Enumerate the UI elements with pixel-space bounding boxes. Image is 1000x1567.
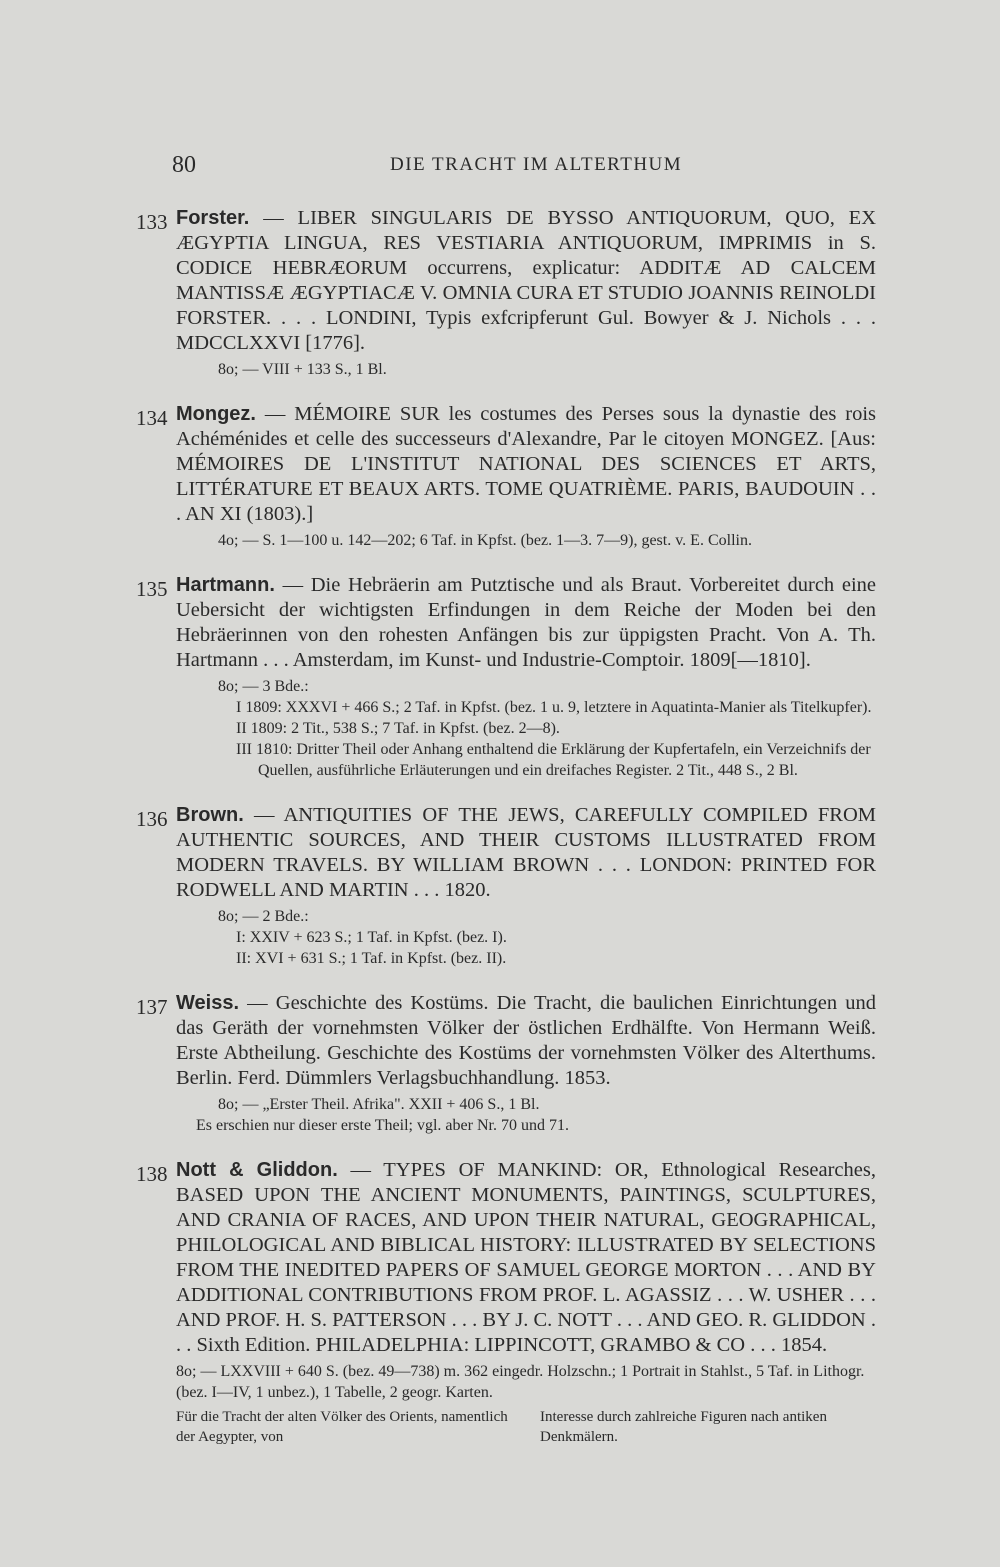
author-name: Nott & Gliddon. [176, 1159, 338, 1181]
entry-notes [176, 359, 876, 380]
entry-citation [176, 573, 876, 673]
author-name: Hartmann. [176, 574, 275, 596]
citation-text: — MÉMOIRE SUR les costumes des Perses sous la dynastie des rois Achéménides et celle des successeurs d'Alexandre, Par le citoyen MONGEZ. [Aus: MÉMOIRES DE L'INSTITUT NATIONAL DES SCIENCES ET ARTS, LITTÉRATURE ET BEAUX ARTS. TOME QUATRIÈME. PARIS, BAUDOUIN . . . AN XI (1803).] [176, 403, 877, 525]
collation: 8o; — „Erster Theil. Afrika". XXII + 406 S., 1 Bl. [218, 1096, 540, 1113]
entry-137 [136, 991, 876, 1136]
entry-number: 136 [136, 807, 168, 831]
remark-right: Interesse durch zahlreiche Figuren nach antiken Denkmälern. [540, 1409, 827, 1445]
collation: 4o; — S. 1—100 u. 142—202; 6 Taf. in Kpfst. (bez. 1—3. 7—9), gest. v. E. Collin. [218, 532, 752, 549]
page-header [172, 152, 872, 184]
collation: 8o; — LXXVIII + 640 S. (bez. 49—738) m. 362 eingedr. Holzschn.; 1 Portrait in Stahlst., 5 Taf. in Lithogr. (bez. I—IV, 1 unbez.), 1 Tabelle, 2 geogr. Karten. [176, 1363, 865, 1401]
citation-text: — LIBER SINGULARIS DE BYSSO ANTIQUORUM, QUO, EX ÆGYPTIA LINGUA, RES VESTIARIA ANTIQUORUM, IMPRIMIS in S. CODICE HEBRÆORUM occurrens, explicatur: ADDITÆ AD CALCEM MANTISSÆ ÆGYPTIACÆ V. OMNIA CURA ET STUDIO JOANNIS REINOLDI FORSTER. . . . LONDINI, Typis exfcripferunt Gul. Bowyer & J. Nichols . . . MDCCLXXVI [1776]. [176, 207, 877, 354]
entry-notes [176, 906, 876, 969]
entry-number: 133 [136, 210, 168, 234]
remark-columns [176, 1407, 876, 1447]
entry-133 [136, 206, 876, 380]
collation: 8o; — 2 Bde.: [218, 908, 309, 925]
entry-citation [176, 402, 876, 527]
entry-138 [136, 1158, 876, 1447]
entry-number: 135 [136, 577, 168, 601]
author-name: Mongez. [176, 403, 256, 425]
citation-text: — TYPES OF MANKIND: OR, Ethnological Researches, BASED UPON THE ANCIENT MONUMENTS, PAINTINGS, SCULPTURES, AND CRANIA OF RACES, AND UPON THEIR NATURAL, GEOGRAPHICAL, PHILOLOGICAL AND BIBLICAL HISTORY: ILLUSTRATED BY SELECTIONS FROM THE INEDITED PAPERS OF SAMUEL GEORGE MORTON . . . AND BY ADDITIONAL CONTRIBUTIONS FROM PROF. L. AGASSIZ . . . W. USHER . . . AND PROF. H. S. PATTERSON . . . BY J. C. NOTT . . . AND GEO. R. GLIDDON . . . Sixth Edition. PHILADELPHIA: LIPPINCOTT, GRAMBO & CO . . . 1854. [176, 1159, 876, 1356]
page-number: 80 [172, 152, 196, 178]
volume-line: I: XXIV + 623 S.; 1 Taf. in Kpfst. (bez. I). [236, 929, 507, 946]
volume-line: I 1809: XXXVI + 466 S.; 2 Taf. in Kpfst. (bez. 1 u. 9, letztere in Aquatinta-Manier als Titelkupfer). [236, 699, 872, 716]
entry-notes [176, 676, 876, 781]
bibliography-entries [136, 206, 876, 1447]
citation-text: — Geschichte des Kostüms. Die Tracht, die baulichen Einrichtungen und das Geräth der vornehmsten Völker der östlichen Erdhälfte. Von Hermann Weiß. Erste Abtheilung. Geschichte des Kostüms der vornehmsten Völker des Alterthums. Berlin. Ferd. Dümmlers Verlagsbuchhandlung. 1853. [176, 992, 876, 1089]
running-title: DIE TRACHT IM ALTERTHUM [390, 154, 683, 175]
author-name: Weiss. [176, 992, 239, 1014]
entry-number: 134 [136, 406, 168, 430]
entry-notes [176, 530, 876, 551]
entry-134 [136, 402, 876, 551]
remark: Es erschien nur dieser erste Theil; vgl. aber Nr. 70 und 71. [196, 1117, 569, 1134]
remark-left: Für die Tracht der alten Völker des Orients, namentlich der Aegypter, von [176, 1409, 508, 1445]
entry-citation [176, 991, 876, 1091]
collation: 8o; — VIII + 133 S., 1 Bl. [218, 361, 387, 378]
entry-citation [176, 803, 876, 903]
citation-text: — ANTIQUITIES OF THE JEWS, CAREFULLY COMPILED FROM AUTHENTIC SOURCES, AND THEIR CUSTOMS ILLUSTRATED FROM MODERN TRAVELS. BY WILLIAM BROWN . . . LONDON: PRINTED FOR RODWELL AND MARTIN . . . 1820. [176, 804, 876, 901]
volume-line: II 1809: 2 Tit., 538 S.; 7 Taf. in Kpfst. (bez. 2—8). [236, 720, 560, 737]
entry-citation [176, 1158, 876, 1358]
entry-notes [176, 1094, 876, 1136]
entry-notes [176, 1361, 876, 1447]
volume-line: II: XVI + 631 S.; 1 Taf. in Kpfst. (bez. II). [236, 950, 507, 967]
author-name: Brown. [176, 804, 244, 826]
author-name: Forster. [176, 207, 250, 229]
entry-citation [176, 206, 876, 356]
entry-136 [136, 803, 876, 969]
entry-135 [136, 573, 876, 781]
citation-text: — Die Hebräerin am Putztische und als Braut. Vorbereitet durch eine Uebersicht der wichtigsten Erfindungen in dem Reiche der Moden bei den Hebräerinnen von den rohesten Anfängen bis zur üppigsten Pracht. Von A. Th. Hartmann . . . Amsterdam, im Kunst- und Industrie-Comptoir. 1809[—1810]. [176, 574, 876, 671]
entry-number: 138 [136, 1162, 168, 1186]
entry-number: 137 [136, 995, 168, 1019]
collation: 8o; — 3 Bde.: [218, 678, 309, 695]
volume-line: III 1810: Dritter Theil oder Anhang enthaltend die Erklärung der Kupfertafeln, ein Verzeichnifs der Quellen, ausführliche Erläuterungen und ein dreifaches Register. 2 Tit., 448 S., 2 Bl. [236, 741, 871, 779]
